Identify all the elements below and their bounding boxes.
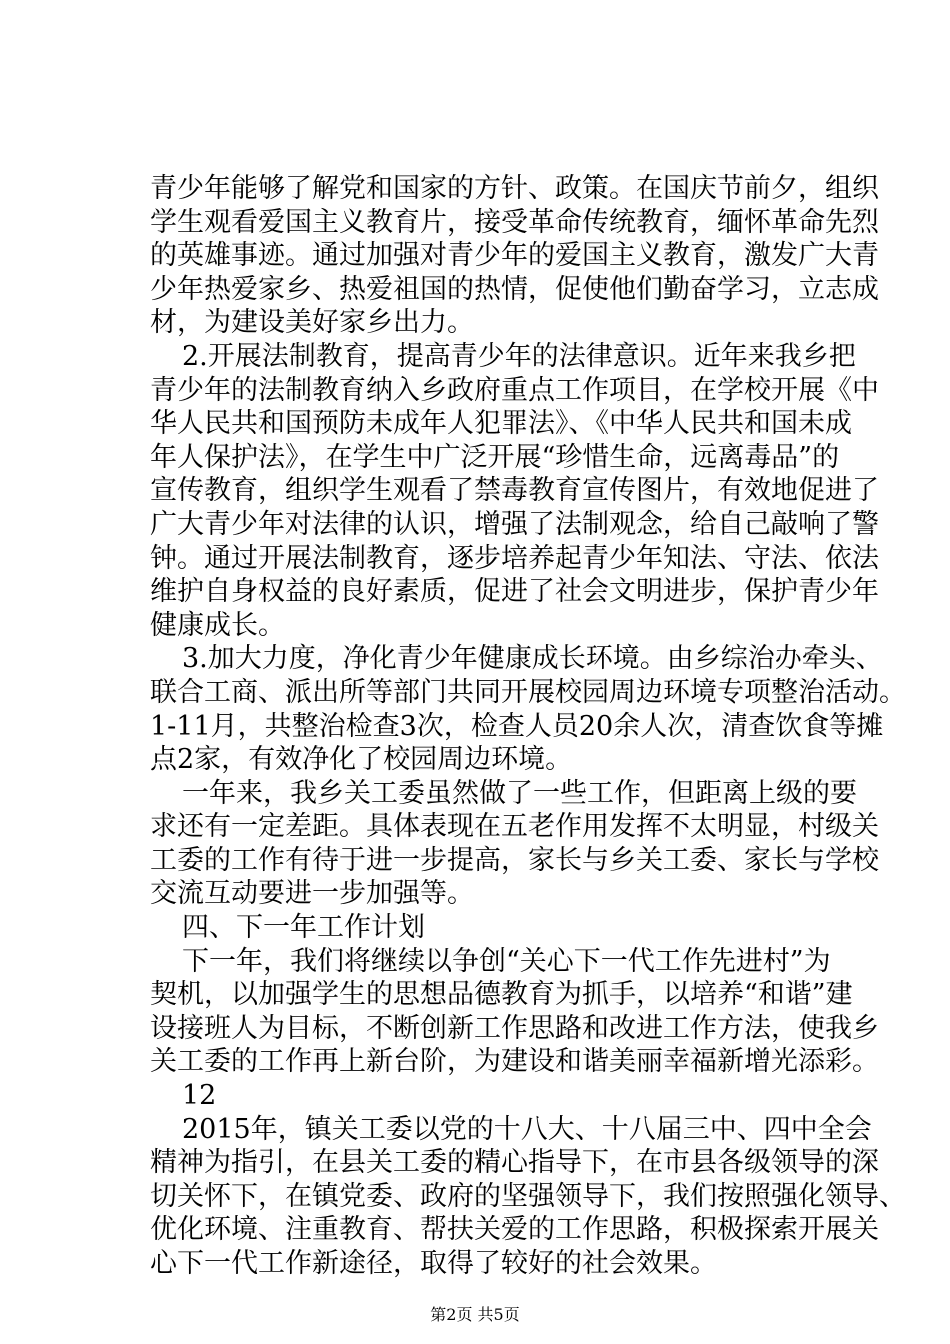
paragraph-start: 一年来，我乡关工委虽然做了一些工作，但距离上级的要 (182, 777, 857, 809)
document-body (150, 172, 906, 1281)
page-number-footer: 第2页 共5页 (430, 1305, 520, 1324)
text-line: 契机，以加强学生的思想品德教育为抓手，以培养“和谐”建 (150, 979, 853, 1011)
text-line: 1-11月，共整治检查3次，检查人员20余人次，清查饮食等摊 (150, 710, 884, 742)
text-line: 设接班人为目标，不断创新工作思路和改进工作方法，使我乡 (150, 1012, 879, 1044)
text-line: 切关怀下，在镇党委、政府的坚强领导下，我们按照强化领导、 (150, 1180, 906, 1212)
text-line: 华人民共和国预防未成年人犯罪法》、《中华人民共和国未成 (150, 408, 852, 440)
paragraph-start: 下一年，我们将继续以争创“关心下一代工作先进村”为 (182, 945, 831, 977)
text-line: 点2家，有效净化了校园周边环境。 (150, 744, 573, 776)
text-line: 广大青少年对法律的认识，增强了法制观念，给自己敲响了警 (150, 508, 879, 540)
text-line: 心下一代工作新途径，取得了较好的社会效果。 (150, 1248, 717, 1279)
text-line: 维护自身权益的良好素质，促进了社会文明进步，保护青少年 (150, 576, 879, 608)
text-line: 的英雄事迹。通过加强对青少年的爱国主义教育，激发广大青 (150, 240, 879, 272)
text-line: 求还有一定差距。具体表现在五老作用发挥不太明显，村级关 (150, 811, 879, 843)
text-line: 青少年能够了解党和国家的方针、政策。在国庆节前夕，组织 (150, 173, 879, 204)
text-line: 宣传教育，组织学生观看了禁毒教育宣传图片，有效地促进了 (150, 475, 879, 507)
paragraph-start: 3.加大力度，净化青少年健康成长环境。由乡综治办牵头、 (182, 643, 883, 675)
text-line: 交流互动要进一步加强等。 (150, 878, 474, 910)
paragraph-start: 2015年，镇关工委以党的十八大、十八届三中、四中全会 (182, 1113, 872, 1145)
text-line: 关工委的工作再上新台阶，为建设和谐美丽幸福新增光添彩。 (150, 1046, 879, 1078)
text-line: 优化环境、注重教育、帮扶关爱的工作思路，积极探索开展关 (150, 1214, 879, 1246)
text-line: 年人保护法》，在学生中广泛开展“珍惜生命，远离毒品”的 (150, 441, 840, 473)
text-line: 联合工商、派出所等部门共同开展校园周边环境专项整治活动。 (150, 676, 906, 708)
text-line: 青少年的法制教育纳入乡政府重点工作项目，在学校开展《中 (150, 374, 879, 406)
section-heading: 四、下一年工作计划 (182, 912, 425, 944)
text-line: 材，为建设美好家乡出力。 (150, 307, 474, 339)
text-line: 健康成长。 (150, 609, 285, 641)
text-line: 工委的工作有待于进一步提高，家长与乡关工委、家长与学校 (150, 844, 879, 876)
text-line: 精神为指引，在县关工委的精心指导下，在市县各级领导的深 (150, 1147, 879, 1179)
paragraph-start: 2.开展法制教育，提高青少年的法律意识。近年来我乡把 (182, 340, 856, 372)
text-line: 钟。通过开展法制教育，逐步培养起青少年知法、守法、依法 (150, 542, 879, 574)
text-line: 少年热爱家乡、热爱祖国的热情，促使他们勤奋学习，立志成 (150, 273, 879, 305)
section-number: 12 (182, 1080, 217, 1112)
text-line: 学生观看爱国主义教育片，接受革命传统教育，缅怀革命先烈 (150, 206, 879, 238)
